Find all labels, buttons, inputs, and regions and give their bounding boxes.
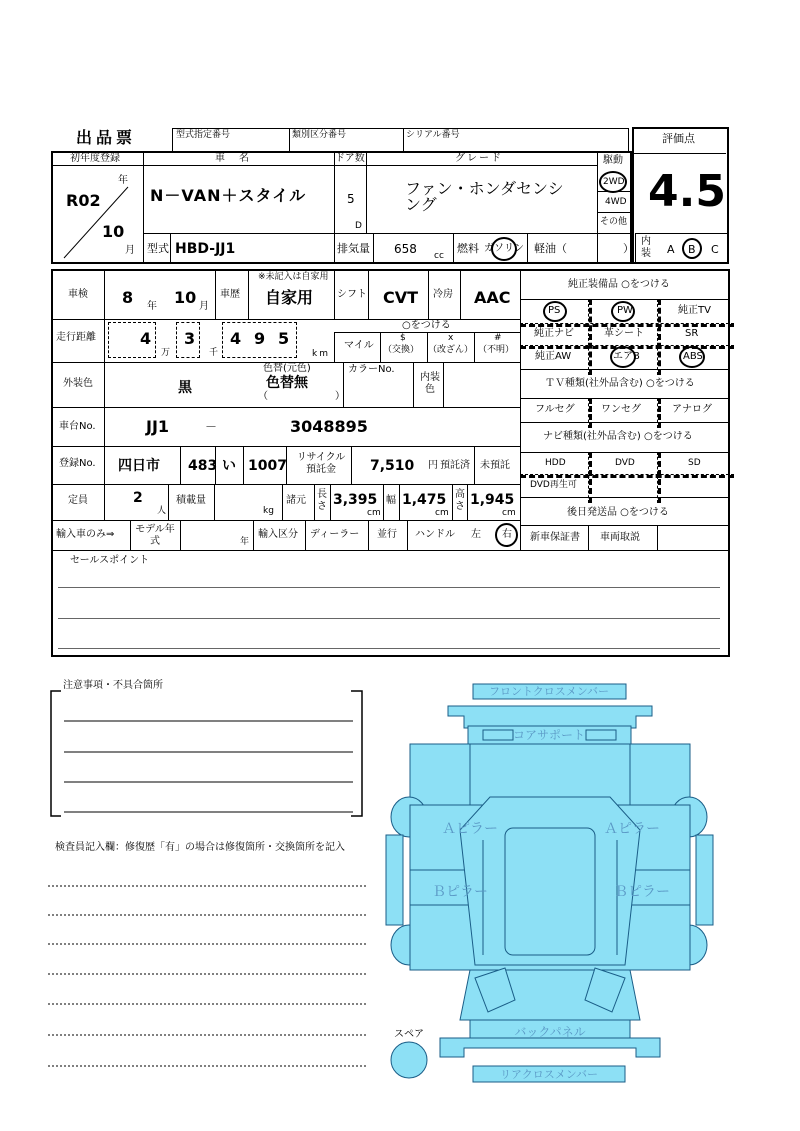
- teiin-unit: 人: [157, 506, 167, 516]
- chassis-number: 3048895: [290, 417, 368, 436]
- width-unit: cm: [435, 508, 449, 518]
- soko-mile: マイル: [344, 340, 374, 351]
- recycle-label: リサイクル預託金: [296, 452, 346, 475]
- header-id-box: [172, 128, 629, 152]
- car-body-diagram: [380, 680, 720, 1090]
- kudo-2wd-circle: [599, 171, 627, 193]
- front-cross-label: フロントクロスメンバー: [488, 685, 610, 698]
- shareki-note: ※未記入は自家用: [258, 272, 329, 282]
- sales-label: セールスポイント: [70, 555, 150, 566]
- color-value: 黒: [178, 380, 192, 396]
- yotaku: 預託済: [440, 460, 470, 471]
- reg-number: 1007: [248, 458, 287, 474]
- kudo-4wd: 4WD: [605, 197, 627, 207]
- shift-label: シフト: [337, 289, 367, 300]
- odo-digit-1: 4: [140, 329, 152, 348]
- naiso-c: C: [711, 243, 719, 256]
- chassis-dash: －: [205, 420, 218, 434]
- model-nen: 年: [240, 537, 250, 547]
- kubun-label: 輸入区分: [258, 529, 298, 540]
- score-value: 4.5: [648, 166, 726, 217]
- height-value: 1,945: [470, 492, 515, 508]
- sekisai-unit: kg: [263, 506, 274, 516]
- month-unit: 月: [125, 245, 135, 256]
- serial-label: シリアル番号: [406, 130, 460, 140]
- irogae-paren-open: （: [258, 391, 268, 402]
- doors-value: 5: [347, 192, 355, 206]
- handle-right: 右: [502, 529, 512, 540]
- a-pillar-left-label: Ａピラー: [442, 821, 498, 837]
- rear-cross-label: リアクロスメンバー: [500, 1068, 598, 1081]
- recycle-value: 7,510: [370, 458, 415, 474]
- shaken-year: 8: [122, 288, 134, 307]
- colorno-label: カラーNo.: [348, 364, 395, 375]
- equip-abs-circle: [679, 346, 705, 368]
- shonendo-label: 初年度登録: [70, 153, 120, 164]
- shift-value: CVT: [383, 288, 419, 307]
- spare-label: スペア: [394, 1029, 424, 1040]
- kudo-label: 駆動: [603, 155, 623, 166]
- tv-oneseg: ワンセグ: [601, 404, 641, 415]
- car-name-value: N－VAN＋スタイル: [150, 186, 307, 205]
- equip-ps-circle: [543, 301, 567, 322]
- door-unit: D: [355, 221, 362, 231]
- haikiryo-label: 排気量: [337, 242, 370, 255]
- equip-leather: 革シート: [604, 328, 644, 339]
- equip-airbag-circle: [610, 346, 636, 368]
- equip-sr: SR: [685, 328, 699, 339]
- shogen-label: 諸元: [286, 495, 306, 506]
- reibo-value: AAC: [474, 288, 511, 307]
- handle-right-circle: [495, 523, 518, 547]
- kudo-other: その他: [600, 217, 628, 227]
- odo-km: km: [312, 349, 330, 359]
- reibo-label: 冷房: [433, 289, 453, 300]
- naiso-a: A: [667, 243, 675, 256]
- shaken-month-unit: 月: [199, 301, 209, 312]
- soko-label: 走行距離: [56, 332, 96, 343]
- a-pillar-right-label: Ａピラー: [604, 821, 660, 837]
- gasoline: ガソリン: [484, 243, 524, 254]
- back-panel-label: バックパネル: [514, 1025, 586, 1039]
- odo-digit-4: 9: [254, 329, 266, 348]
- score-label: 評価点: [662, 132, 695, 145]
- odo-digit-5: 5: [278, 329, 290, 348]
- irogae-label: 色替(元色): [263, 363, 311, 374]
- b-pillar-left-label: Ｂピラー: [432, 884, 488, 900]
- navi-dvd: DVD: [615, 458, 635, 468]
- navi-sd: SD: [688, 458, 701, 468]
- grade-label: グレード: [455, 153, 503, 164]
- color-label: 外装色: [63, 378, 93, 389]
- b-pillar-right-label: Ｂピラー: [614, 884, 670, 900]
- kokan: （交換）: [383, 345, 420, 355]
- chassis-label: 車台No.: [59, 421, 96, 432]
- reg-label: 登録No.: [59, 458, 96, 469]
- navi-dvd-play: DVD再生可: [530, 480, 577, 490]
- tv-fullseg: フルセグ: [535, 404, 575, 415]
- katashiki-value: HBD-JJ1: [175, 241, 236, 257]
- navi-hdd: HDD: [545, 458, 566, 468]
- naiso-b-circle: [682, 238, 702, 259]
- odo-digit-2: 3: [184, 329, 196, 348]
- reg-kana: い: [222, 458, 236, 474]
- equip-pw-circle: [611, 301, 635, 322]
- shaken-label: 車検: [68, 289, 88, 300]
- handle-left: 左: [471, 529, 481, 540]
- haikiryo-value: 658: [394, 242, 417, 256]
- chassis-prefix: JJ1: [146, 417, 170, 436]
- katashiki-shitei-label: 型式指定番号: [176, 130, 231, 140]
- equipment-title: 純正装備品 ○をつける: [568, 279, 670, 290]
- equip-airbag: エアB: [613, 351, 640, 362]
- fumei-sym: #: [494, 333, 502, 343]
- odo-digit-3: 4: [230, 329, 242, 348]
- ruibetsu-label: 類別区分番号: [292, 130, 347, 140]
- shareki-label: 車歴: [220, 289, 240, 300]
- equip-abs: ABS: [683, 351, 703, 362]
- tv-title: ＴＶ種類(社外品含む) ○をつける: [545, 378, 695, 389]
- core-support-label: コアサポート: [512, 728, 586, 742]
- reg-year-value: R02: [66, 191, 101, 210]
- dealer: ディーラー: [310, 529, 360, 540]
- year-unit: 年: [118, 175, 128, 186]
- notes-bracket: [48, 688, 368, 820]
- gasoline-circle: [491, 237, 517, 261]
- keiyu-label: 軽油（: [534, 242, 567, 255]
- equip-pw: PW: [617, 305, 633, 316]
- odo-man: 万: [161, 348, 171, 358]
- length-unit: cm: [367, 508, 381, 518]
- handle-label: ハンドル: [415, 529, 455, 540]
- heiko: 並行: [377, 529, 397, 540]
- equip-ps: PS: [548, 305, 561, 316]
- notes-label: 注意事項・不具合箇所: [63, 680, 163, 691]
- shamei-label: 車 名: [215, 153, 251, 164]
- equip-aw: 純正AW: [535, 351, 572, 362]
- inspector-lines: [48, 880, 368, 1070]
- page-title: 出品票: [76, 128, 137, 147]
- nenryo-label: 燃料: [457, 242, 479, 255]
- shareki-value: 自家用: [265, 288, 314, 307]
- katashiki-label: 型式: [147, 242, 169, 255]
- model-label: モデル年式: [135, 524, 175, 547]
- atohaso-title: 後日発送品 ○をつける: [567, 507, 669, 518]
- reg-place: 四日市: [118, 458, 160, 474]
- tv-analog: アナログ: [672, 404, 712, 415]
- navi-title: ナビ種類(社外品含む) ○をつける: [543, 431, 693, 442]
- kudo-2wd: 2WD: [603, 177, 625, 187]
- soko-mark: ○をつける: [402, 320, 451, 331]
- inspector-label: 検査員記入欄：修復歴「有」の場合は修復箇所・交換箇所を記入: [55, 842, 345, 853]
- naisoshoku-label: 内装色: [420, 372, 440, 395]
- odo-sen: 千: [209, 348, 219, 358]
- miyotaku: 未預託: [480, 460, 510, 471]
- irogae-value: 色替無: [266, 375, 308, 391]
- length-value: 3,395: [333, 492, 378, 508]
- haikiryo-unit: cc: [434, 251, 444, 261]
- atohaso-torisetsu: 車両取説: [600, 532, 640, 543]
- keiyu-close: ）: [623, 242, 634, 255]
- fumei: （不明）: [478, 345, 515, 355]
- kaizan: （改ざん）: [428, 345, 474, 355]
- len-label: 長さ: [317, 489, 327, 512]
- shaken-month: 10: [174, 288, 197, 307]
- shaken-year-unit: 年: [147, 301, 157, 312]
- kaizan-sym: x: [448, 333, 454, 343]
- grade-value: ファン・ホンダセンシング: [405, 179, 564, 214]
- reg-class: 483: [188, 458, 218, 474]
- teiin-value: 2: [133, 490, 143, 506]
- sekisai-label: 積載量: [176, 495, 206, 506]
- hei-label: 高さ: [455, 489, 465, 512]
- irogae-paren-close: ）: [335, 391, 345, 402]
- door-label: ドア数: [335, 153, 365, 164]
- atohaso-hosho: 新車保証書: [530, 532, 580, 543]
- wid-label: 幅: [386, 495, 396, 506]
- reg-month-value: 10: [102, 222, 125, 241]
- import-label: 輸入車のみ⇒: [56, 529, 115, 540]
- width-value: 1,475: [402, 492, 447, 508]
- naiso-b: B: [688, 243, 696, 256]
- equip-navi: 純正ナビ: [534, 328, 574, 339]
- height-unit: cm: [502, 508, 516, 518]
- teiin-label: 定員: [68, 495, 88, 506]
- equip-tv: 純正TV: [678, 305, 711, 316]
- naiso-label: 内装: [641, 236, 651, 259]
- kokan-sym: $: [400, 333, 406, 343]
- recycle-unit: 円: [428, 460, 438, 471]
